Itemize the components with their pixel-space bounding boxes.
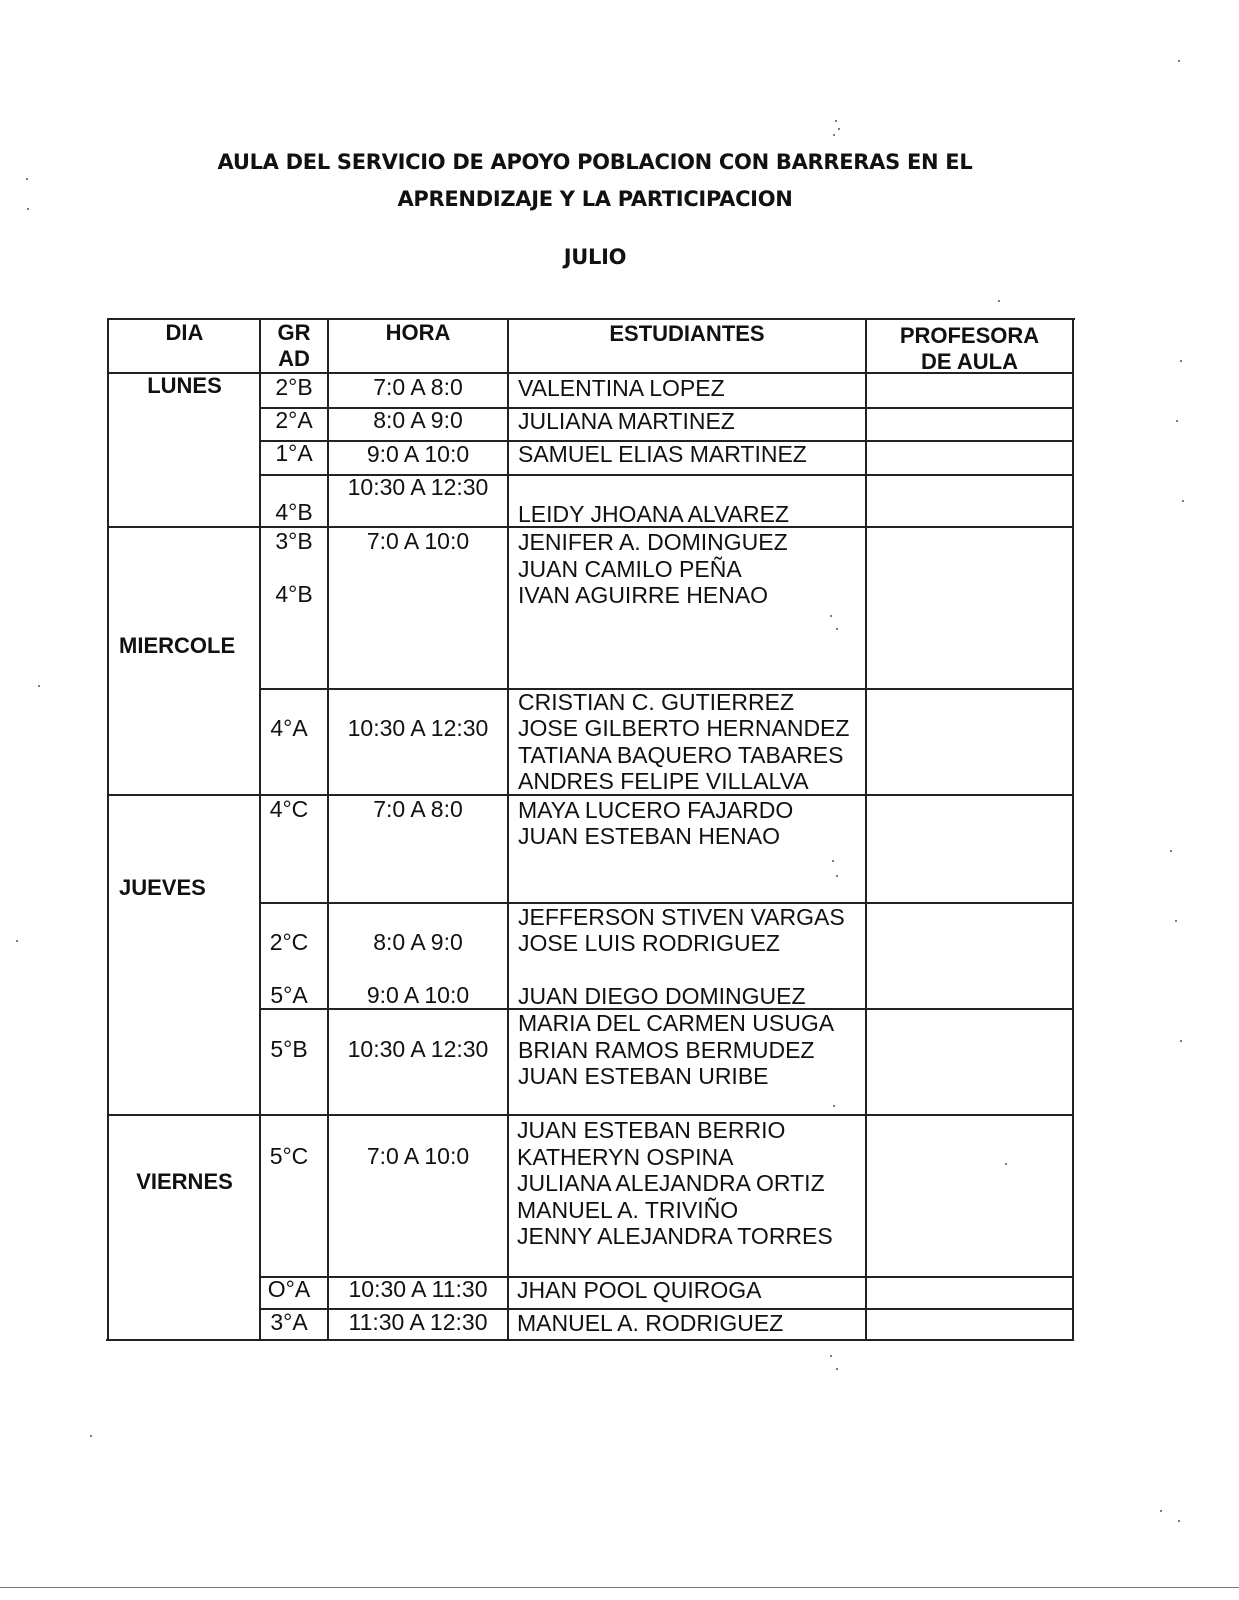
day-lunes: LUNES [147, 373, 222, 398]
student-name: BRIAN RAMOS BERMUDEZ [518, 1037, 815, 1063]
grado-cell: 2°C [269, 929, 309, 955]
hora-cell: 10:30 A 12:30 [347, 715, 489, 741]
student-name: JULIANA MARTINEZ [518, 408, 735, 434]
student-name: LEIDY JHOANA ALVAREZ [518, 501, 789, 527]
grado-cell: 4°C [269, 796, 309, 822]
grado-cell: 2°A [275, 407, 313, 433]
hora-cell: 7:0 A 8:0 [373, 796, 463, 822]
student-name: MAYA LUCERO FAJARDO [518, 797, 794, 823]
student-name: IVAN AGUIRRE HENAO [518, 582, 769, 608]
day-viernes: VIERNES [136, 1169, 233, 1194]
student-name: JUAN ESTEBAN URIBE [518, 1063, 769, 1089]
column-header-profesora-line1: PROFESORA [899, 323, 1040, 348]
student-name: TATIANA BAQUERO TABARES [518, 742, 844, 768]
student-name: MARIA DEL CARMEN USUGA [518, 1010, 835, 1036]
hora-cell: 9:0 A 10:0 [366, 441, 470, 467]
column-header-profesora-line2: DE AULA [921, 349, 1018, 374]
student-name: JHAN POOL QUIROGA [517, 1277, 762, 1303]
hora-cell: 7:0 A 10:0 [366, 528, 470, 554]
student-name: JUAN ESTEBAN HENAO [518, 823, 780, 849]
column-header-grado-line1: GR [277, 320, 311, 345]
document-title-line1: AULA DEL SERVICIO DE APOYO POBLACION CON BARRERAS EN EL [217, 150, 973, 174]
student-name: ANDRES FELIPE VILLALVA [518, 768, 809, 794]
day-miercoles: MIERCOLE [119, 633, 236, 658]
student-name: JOSE GILBERTO HERNANDEZ [518, 715, 850, 741]
student-name: JEFFERSON STIVEN VARGAS [518, 904, 845, 930]
column-header-hora: HORA [385, 320, 451, 345]
hora-cell: 10:30 A 12:30 [347, 1036, 489, 1062]
student-name: JENNY ALEJANDRA TORRES [517, 1223, 833, 1249]
student-name: MANUEL A. TRIVIÑO [517, 1197, 739, 1223]
grado-cell: 4°A [270, 715, 308, 741]
column-header-grado-line2: AD [278, 346, 310, 371]
scan-edge-line [0, 1587, 1239, 1588]
hora-cell: 8:0 A 9:0 [373, 407, 463, 433]
hora-cell: 7:0 A 10:0 [366, 1143, 470, 1169]
student-name: JUAN CAMILO PEÑA [518, 556, 742, 582]
student-name: KATHERYN OSPINA [517, 1144, 734, 1170]
grado-cell: 4°B [275, 581, 313, 607]
grado-cell: 5°A [270, 982, 308, 1008]
grado-cell: O°A [267, 1276, 311, 1302]
student-name: JENIFER A. DOMINGUEZ [518, 529, 788, 555]
grado-cell: 1°A [275, 440, 313, 466]
student-name: JOSE LUIS RODRIGUEZ [518, 930, 780, 956]
column-header-estudiantes: ESTUDIANTES [609, 321, 765, 346]
student-name: JUAN DIEGO DOMINGUEZ [518, 983, 806, 1009]
hora-cell: 9:0 A 10:0 [366, 982, 470, 1008]
grado-cell: 2°B [275, 374, 313, 400]
month-heading: JULIO [563, 245, 627, 269]
hora-cell: 10:30 A 11:30 [348, 1276, 488, 1302]
student-name: JULIANA ALEJANDRA ORTIZ [517, 1170, 825, 1196]
column-header-dia: DIA [165, 320, 204, 345]
document-title-line2: APRENDIZAJE Y LA PARTICIPACION [397, 187, 793, 211]
student-name: CRISTIAN C. GUTIERREZ [518, 689, 795, 715]
hora-cell: 11:30 A 12:30 [348, 1309, 488, 1335]
hora-cell: 10:30 A 12:30 [347, 474, 489, 500]
day-jueves: JUEVES [119, 875, 206, 900]
student-name: SAMUEL ELIAS MARTINEZ [518, 441, 807, 467]
hora-cell: 8:0 A 9:0 [373, 929, 463, 955]
student-name: JUAN ESTEBAN BERRIO [517, 1117, 786, 1143]
grado-cell: 5°B [270, 1036, 308, 1062]
grado-cell: 4°B [275, 499, 313, 525]
grado-cell: 3°A [270, 1309, 308, 1335]
grado-cell: 3°B [275, 528, 313, 554]
student-name: VALENTINA LOPEZ [518, 375, 725, 401]
grado-cell: 5°C [269, 1143, 309, 1169]
student-name: MANUEL A. RODRIGUEZ [517, 1310, 784, 1336]
hora-cell: 7:0 A 8:0 [373, 374, 463, 400]
